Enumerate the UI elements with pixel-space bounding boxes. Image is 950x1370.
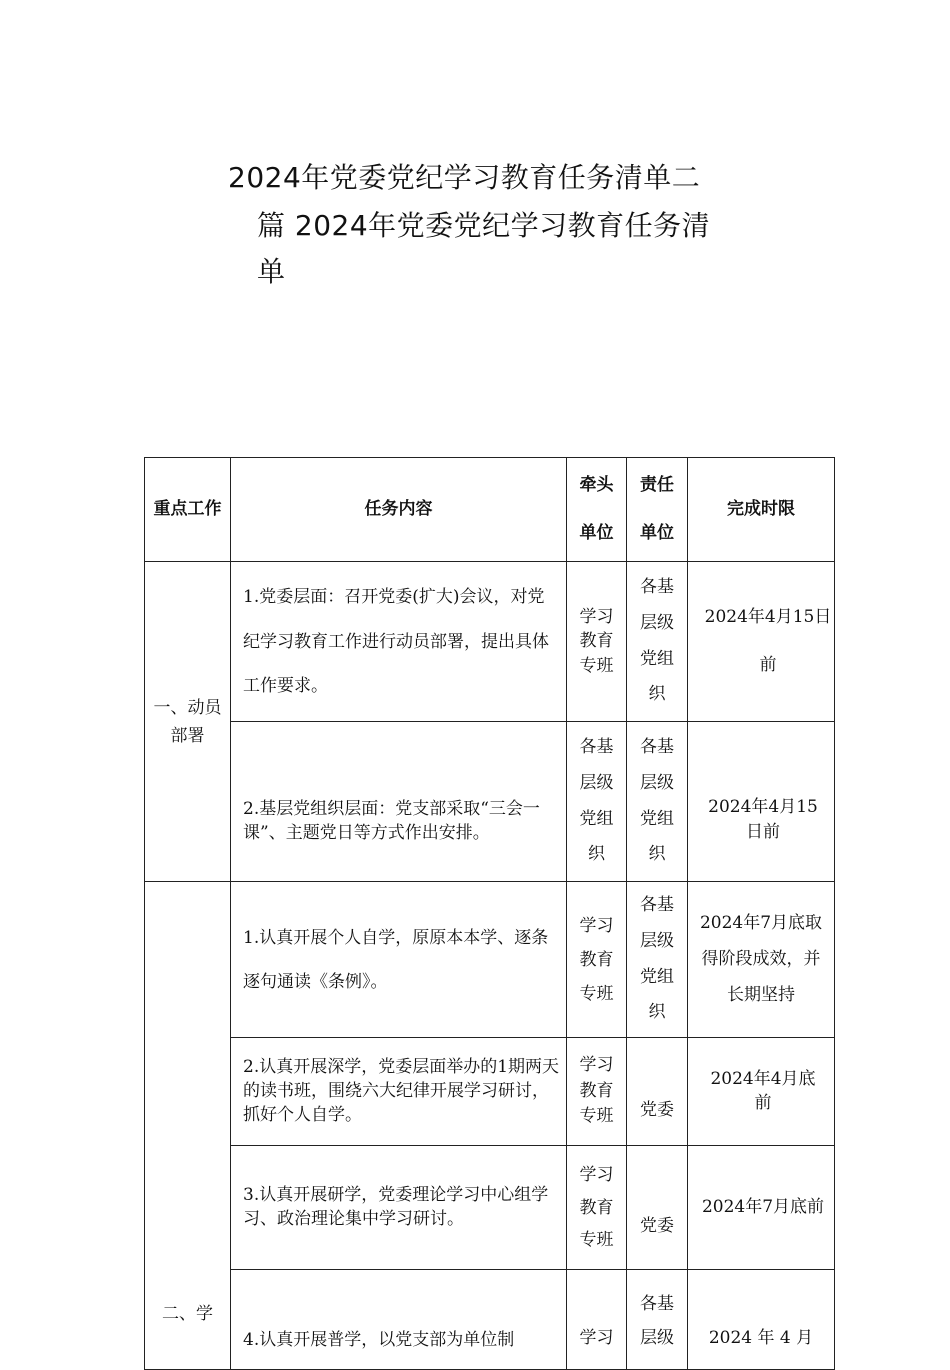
- task-content-text: 1.党委层面：召开党委(扩大)会议，对党纪学习教育工作进行动员部署，提出具体工作要求。: [243, 587, 549, 696]
- lead-unit: 学习: [567, 1270, 627, 1370]
- resp-unit: 各基层级党组织: [627, 882, 688, 1038]
- table-row: [145, 1146, 835, 1270]
- task-content-text: 3.认真开展研学，党委理论学习中心组学习、政治理论集中学习研讨。: [243, 1184, 549, 1229]
- task-content: [231, 1038, 567, 1146]
- table-row: [145, 1270, 835, 1370]
- task-content: [231, 1270, 567, 1370]
- task-content-text: 4.认真开展普学，以党支部为单位制: [243, 1329, 515, 1350]
- header-content: 任务内容: [231, 458, 567, 562]
- resp-unit: 党委: [627, 1146, 688, 1270]
- task-content: [231, 722, 567, 882]
- lead-unit: 学习教育专班: [567, 562, 627, 722]
- section-label: 二、学: [145, 882, 231, 1370]
- table-row: [145, 562, 835, 722]
- task-content: [231, 562, 567, 722]
- lead-unit: 各基层级党组织: [567, 722, 627, 882]
- task-content: [231, 882, 567, 1038]
- resp-unit: 各基层级: [627, 1270, 688, 1370]
- resp-unit: 各基层级党组织: [627, 562, 688, 722]
- task-content: [231, 1146, 567, 1270]
- deadline: 2024年7月底取得阶段成效，并长期坚持: [688, 882, 835, 1038]
- deadline: 2024年4月底 前: [688, 1038, 835, 1146]
- table-header-row: [145, 458, 835, 562]
- resp-unit: 各基层级党组织: [627, 722, 688, 882]
- table-row: [145, 722, 835, 882]
- resp-unit: 党委: [627, 1038, 688, 1146]
- header-key-work: 重点工作: [145, 458, 231, 562]
- task-content-text: 2.基层党组织层面：党支部采取“三会一课”、主题党日等方式作出安排。: [243, 798, 540, 843]
- task-content-text: 2.认真开展深学，党委层面举办的1期两天的读书班，围绕六大纪律开展学习研讨，抓好个人自学。: [243, 1056, 560, 1125]
- deadline: 2024年4月15 日前: [688, 722, 835, 882]
- deadline: 2024年7月底前: [688, 1146, 835, 1270]
- deadline: 2024 年 4 月: [688, 1270, 835, 1370]
- title-line-3: 单: [257, 255, 286, 288]
- title-line-2: 篇 2024年党委党纪学习教育任务清: [257, 209, 711, 242]
- lead-unit: 学习教育专班: [567, 1146, 627, 1270]
- header-resp-unit: 责任单位: [627, 458, 688, 562]
- table-row: [145, 1038, 835, 1146]
- section-label: 一、动员部署: [145, 562, 231, 882]
- header-lead-unit: 牵头单位: [567, 458, 627, 562]
- header-deadline: 完成时限: [688, 458, 835, 562]
- deadline: 2024年4月15日前: [688, 562, 835, 722]
- task-table: [144, 457, 835, 1370]
- task-content-text: 1.认真开展个人自学，原原本本学、逐条逐句通读《条例》。: [243, 927, 549, 992]
- table-row: [145, 882, 835, 1038]
- lead-unit: 学习教育专班: [567, 882, 627, 1038]
- title-line-1: 2024年党委党纪学习教育任务清单二: [228, 161, 701, 194]
- lead-unit: 学习教育专班: [567, 1038, 627, 1146]
